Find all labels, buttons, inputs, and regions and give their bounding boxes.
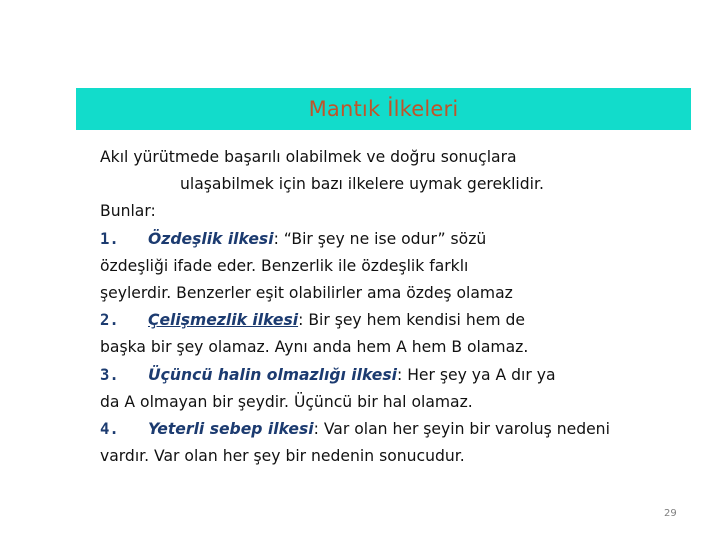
principle-1-term: Özdeşlik ilkesi	[148, 229, 274, 248]
principle-3-line-1	[100, 362, 700, 389]
principle-1-line-1	[100, 226, 700, 253]
slide-title: Mantık İlkeleri	[308, 97, 459, 121]
principle-2-line-2: başka bir şey olamaz. Aynı anda hem A hem B olamaz.	[100, 338, 529, 357]
principle-4-colon: :	[313, 420, 319, 439]
title-bar	[76, 88, 691, 130]
principle-4-text-1: Var olan her şeyin bir varoluş nedeni	[318, 420, 610, 439]
page-number: 29	[664, 508, 677, 519]
principle-1-line-3: şeylerdir. Benzerler eşit olabilirler ama özdeş olamaz	[100, 284, 513, 303]
intro-line-2: ulaşabilmek için bazı ilkelere uymak gereklidir.	[180, 175, 544, 194]
principle-1-colon: :	[273, 229, 279, 248]
principle-4-line-1	[100, 416, 700, 443]
principle-2-number: 2.	[100, 311, 119, 330]
principle-3-text-1: Her şey ya A dır ya	[402, 365, 556, 384]
intro-line-3: Bunlar:	[100, 202, 156, 221]
principle-3-line-2: da A olmayan bir şeydir. Üçüncü bir hal olamaz.	[100, 392, 473, 411]
principle-3-colon: :	[396, 365, 403, 384]
principle-1-number: 1.	[100, 229, 119, 248]
principle-4-term: Yeterli sebep ilkesi	[148, 420, 314, 439]
principle-4-line-2: vardır. Var olan her şey bir nedenin sonucudur.	[100, 447, 465, 466]
principle-1-line-2: özdeşliği ifade eder. Benzerlik ile özdeşlik farklı	[100, 256, 469, 275]
principle-2-text-1: Bir şey hem kendisi hem de	[303, 311, 525, 330]
principle-2-colon: :	[298, 311, 304, 330]
principle-2-line-1	[100, 307, 700, 334]
principle-3-number: 3.	[100, 365, 119, 384]
principle-3-term: Üçüncü halin olmazlığı ilkesi	[148, 365, 397, 384]
slide-body	[100, 144, 700, 470]
intro-line-1: Akıl yürütmede başarılı olabilmek ve doğru sonuçlara	[100, 148, 517, 166]
principle-2-term: Çelişmezlik ilkesi	[148, 311, 299, 330]
principle-1-text-1: “Bir şey ne ise odur” sözü	[278, 229, 487, 248]
principle-4-number: 4.	[100, 420, 119, 439]
